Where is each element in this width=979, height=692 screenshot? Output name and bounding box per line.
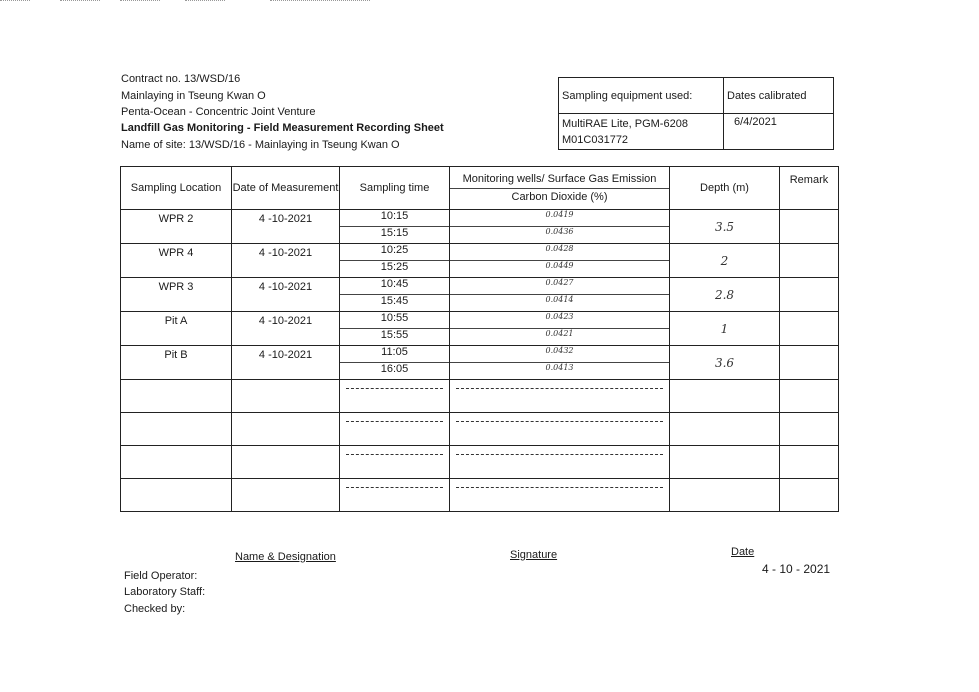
row-co2-2: 0.0413 (545, 363, 574, 372)
row-remark (780, 346, 839, 380)
empty-cell (232, 413, 340, 446)
row-remark (780, 278, 839, 312)
name-designation-label: Name & Designation (235, 551, 336, 563)
row-time-2: 15:15 (380, 227, 409, 239)
empty-cell (121, 413, 232, 446)
row-co2-1: 0.0428 (450, 244, 669, 261)
row-depth: 1 (670, 312, 780, 346)
monitoring-subtitle: Carbon Dioxide (%) (511, 190, 608, 203)
row-remark (780, 210, 839, 244)
row-times (340, 346, 450, 380)
empty-cell (232, 446, 340, 479)
row-co2-2: 0.0436 (545, 227, 574, 236)
empty-cell (670, 479, 780, 512)
empty-cell (780, 380, 839, 413)
row-times (340, 312, 450, 346)
equipment-serial: M01C031772 (562, 134, 629, 146)
empty-cell (670, 413, 780, 446)
empty-row (121, 380, 839, 413)
scan-mark (0, 0, 30, 2)
table-row (121, 312, 839, 346)
equipment-cell (559, 114, 724, 150)
table-row (121, 210, 839, 244)
table-row (121, 278, 839, 312)
monitoring-title: Monitoring wells/ Surface Gas Emission (450, 171, 669, 189)
row-location: WPR 3 (121, 278, 232, 312)
col-date-header: Date of Measurement (232, 167, 340, 210)
measurement-table (120, 166, 839, 512)
row-date: 4 -10-2021 (232, 312, 340, 346)
empty-cell (780, 413, 839, 446)
row-location: Pit A (121, 312, 232, 346)
row-co2-1: 0.0423 (450, 312, 669, 329)
row-times (340, 210, 450, 244)
project-name: Mainlaying in Tseung Kwan O (121, 90, 266, 102)
empty-cell (340, 446, 450, 479)
row-location: WPR 4 (121, 244, 232, 278)
empty-cell (780, 446, 839, 479)
row-co2-2: 0.0421 (545, 329, 574, 338)
row-depth: 2 (670, 244, 780, 278)
empty-row (121, 479, 839, 512)
empty-cell (232, 380, 340, 413)
scan-mark (270, 0, 370, 2)
equipment-table (558, 77, 834, 150)
empty-cell (340, 479, 450, 512)
row-depth: 2.8 (670, 278, 780, 312)
row-times (340, 278, 450, 312)
row-depth: 3.6 (670, 346, 780, 380)
row-date: 4 -10-2021 (232, 244, 340, 278)
empty-cell (121, 380, 232, 413)
empty-cell (450, 413, 670, 446)
row-time-2: 15:55 (380, 329, 409, 341)
row-location: WPR 2 (121, 210, 232, 244)
scan-mark (60, 0, 100, 2)
checked-by-label: Checked by: (124, 603, 186, 615)
row-co2 (450, 346, 670, 380)
col-depth-header: Depth (m) (670, 167, 780, 210)
row-time-1: 10:15 (340, 210, 449, 227)
scan-mark (185, 0, 225, 2)
empty-cell (780, 479, 839, 512)
row-time-1: 10:45 (340, 278, 449, 295)
table-row (121, 346, 839, 380)
row-date: 4 -10-2021 (232, 346, 340, 380)
empty-cell (450, 380, 670, 413)
row-remark (780, 244, 839, 278)
date-label: Date (731, 546, 755, 558)
row-location: Pit B (121, 346, 232, 380)
row-time-1: 10:55 (340, 312, 449, 329)
row-co2-1: 0.0427 (450, 278, 669, 295)
row-co2 (450, 278, 670, 312)
calibration-header: Dates calibrated (724, 78, 834, 114)
col-remark-header: Remark (780, 167, 839, 210)
row-co2-2: 0.0414 (545, 295, 574, 304)
row-co2-1: 0.0432 (450, 346, 669, 363)
date-value: 4 - 10 - 2021 (762, 562, 831, 576)
col-time-header: Sampling time (340, 167, 450, 210)
contract-number: Contract no. 13/WSD/16 (121, 73, 241, 85)
sheet-title: Landfill Gas Monitoring - Field Measurement Recording Sheet (121, 122, 444, 134)
field-operator-label: Field Operator: (124, 570, 198, 582)
row-date: 4 -10-2021 (232, 278, 340, 312)
row-remark (780, 312, 839, 346)
row-co2 (450, 312, 670, 346)
empty-cell (121, 446, 232, 479)
empty-row (121, 446, 839, 479)
site-name: Name of site: 13/WSD/16 - Mainlaying in Tseung Kwan O (121, 139, 400, 151)
empty-cell (670, 380, 780, 413)
row-date: 4 -10-2021 (232, 210, 340, 244)
empty-cell (232, 479, 340, 512)
col-monitoring-header (450, 167, 670, 210)
empty-row (121, 413, 839, 446)
table-row (121, 244, 839, 278)
laboratory-staff-label: Laboratory Staff: (124, 586, 206, 598)
row-time-1: 10:25 (340, 244, 449, 261)
row-co2-2: 0.0449 (545, 261, 574, 270)
empty-cell (670, 446, 780, 479)
row-time-2: 16:05 (380, 363, 409, 375)
empty-cell (340, 380, 450, 413)
empty-cell (121, 479, 232, 512)
row-depth: 3.5 (670, 210, 780, 244)
scan-mark (120, 0, 160, 2)
row-co2 (450, 244, 670, 278)
equipment-name: MultiRAE Lite, PGM-6208 (562, 118, 688, 130)
empty-cell (450, 446, 670, 479)
row-time-2: 15:45 (380, 295, 409, 307)
signature-label: Signature (510, 549, 558, 561)
row-co2 (450, 210, 670, 244)
contractor-name: Penta-Ocean - Concentric Joint Venture (121, 106, 316, 118)
equipment-header: Sampling equipment used: (559, 78, 724, 114)
col-location-header: Sampling Location (121, 167, 232, 210)
empty-cell (450, 479, 670, 512)
row-time-2: 15:25 (380, 261, 409, 273)
row-time-1: 11:05 (340, 346, 449, 363)
row-times (340, 244, 450, 278)
calibration-date: 6/4/2021 (724, 114, 834, 150)
row-co2-1: 0.0419 (450, 210, 669, 227)
empty-cell (340, 413, 450, 446)
